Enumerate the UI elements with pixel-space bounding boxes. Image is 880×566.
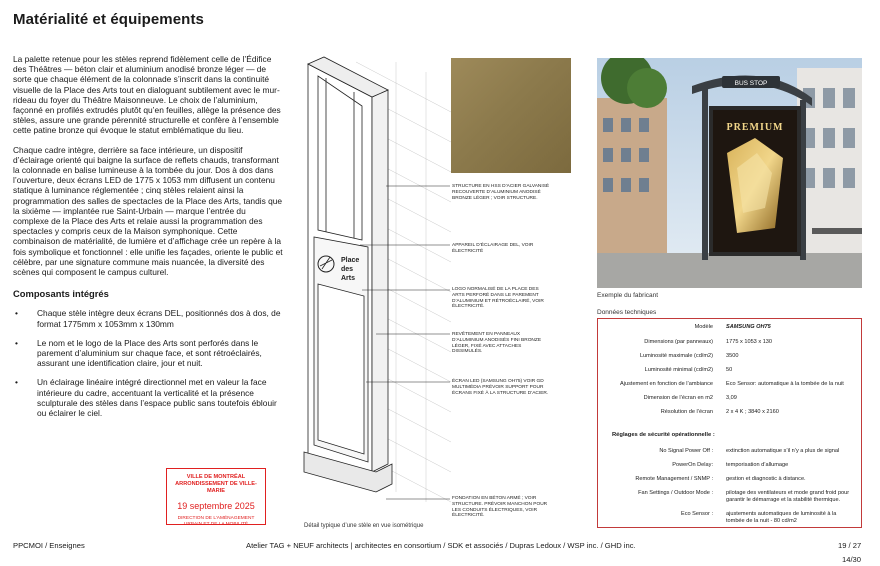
spec-key: Fan Settings / Outdoor Mode : [638,490,713,496]
spec-value: pilotage des ventilateurs et mode grand froid pour garantir le démarrage et la stabilité thermique. [726,490,850,503]
manufacturer-photo [597,58,862,288]
spec-key: Ajustement en fonction de l’ambiance [620,381,713,387]
bullet-text: Le nom et le logo de la Place des Arts sont perforés dans le parement d’aluminium sur chaque face, et sont rétroéclairés, assurant une identification claire, jour et nuit. [37,337,262,369]
stamp-line-4: DIRECTION DE L’AMÉNAGEMENT [177,516,255,521]
list-item [13,377,283,418]
bronze-material-sample [451,58,571,173]
annotation-foundation: FONDATION EN BÉTON ARMÉ ; VOIR STRUCTURE. PRÉVOIR MANCHON POUR LES CONDUITS ÉLECTRIQUES, VOIR ÉLECTRICITÉ. [452,496,548,519]
spec-value: gestion et diagnostic à distance. [726,476,806,482]
spec-key: Luminosité maximale (cd/m2) [639,353,713,359]
footer-page-number: 19 / 27 [838,541,862,550]
list-item [13,308,283,328]
spec-value: 3,09 [726,395,737,401]
spec-key: Résolution de l’écran [660,409,713,415]
list-item [13,338,283,369]
footer-project: PPCMOI / Enseignes [13,541,85,550]
logo-text-line-3: Arts [341,275,356,282]
spec-key: Modèle [694,324,713,330]
spec-value: temporisation d’allumage [726,462,789,468]
bullet-marker: • [15,308,18,319]
spec-key: Dimensions (par panneaux) [644,339,713,345]
photo-caption: Exemple du fabricant [597,292,659,299]
components-list [13,308,283,418]
spec-value: ajustements automatiques de luminosité à la tombée de la nuit - 80 cd/m2 [726,511,837,524]
footer-credits: Atelier TAG + NEUF architects | architectes en consortium / SDK et associés / Dupras Ledoux / WSP inc. / GHD inc. [246,541,636,550]
spec-key: Remote Management / SNMP : [635,476,713,482]
technical-spec-box [597,318,862,528]
annotation-screen: ÉCRAN LED (SAMSUNG OH75) VOIR GD MULTIMÉDIA PRÉVOIR SUPPORT POUR ÉCRANS FIXÉ À LA STRUCTURE D’ACIER. [452,379,549,396]
drawing-caption: Détail typique d’une stèle en vue isométrique [304,523,424,529]
annotation-structure: STRUCTURE EN HSS D’ACIER GALVANISÉ RECOUVERTE D’ALUMINIUM ANODISÉ BRONZE LÉGER ; VOIR STRUCTURE. [452,184,550,201]
body-paragraph-2: Chaque cadre intègre, derrière sa face intérieure, un dispositif d’éclairage orienté qui baigne la surface de reflets chauds, transformant la colonnade en balise lumineuse à la tombée du jour. Dos à dos dans l’ouverture, deux écrans LED de 1775 x 1053 mm diffusent un contenu statique à luminance réglementée ; cinq stèles relaient ainsi la programmation des salles de spectacles de la Place des Arts, tandis que la sixième — implantée rue Saint-Urbain — marque l’entrée du complexe de la Place des Arts et relaie aussi la programmation des spectacles y compris ceux de la Maison symphonique. Cette combinaison de matérialité, de lumière et d’affichage crée un repère à la fois symbolique et fonctionnel : elle unifie les façades, oriente le public et célèbre, par une signature commune mais nuancée, la diversité des scènes qui composent le campus culturel. [13,144,283,278]
components-heading: Composants intégrés [13,288,109,300]
spec-value: 50 [726,367,733,373]
spec-value: 3500 [726,353,739,359]
body-paragraph-1: La palette retenue pour les stèles reprend fidèlement celle de l’Édifice des Théâtres — béton clair et aluminium anodisé bronze léger — de sorte que chaque élément de la colonnade s’inscrit dans la continuité visuelle de la Place des Arts tout en dialoguant subtilement avec le mur-rideau du foyer du Théâtre Maisonneuve. Le choix de l’aluminium, façonné en profilés extrudés plutôt qu’en feuilles, allège la présence des stèles, assure une grande pérennité structurelle et confère à l’ensemble cette patine bronze qui évoque le statut emblématique du lieu. [13,54,281,136]
security-heading: Réglages de sécurité opérationnelle : [612,432,715,438]
stamp-line-5: URBAIN ET DE LA MOBILITÉ [183,521,249,527]
tech-data-caption: Données techniques [597,309,657,316]
screen-headline: PREMIUM [726,122,784,133]
spec-value: Eco Sensor: automatique à la tombée de la nuit [726,381,844,387]
spec-value: 1775 x 1053 x 130 [726,339,773,345]
footer-total-pages: 14/30 [842,555,862,564]
logo-text-line-1: Place [341,257,360,264]
body-text-column [13,54,283,427]
stamp-date: 19 septembre 2025 [177,501,255,511]
spec-key: Eco Sensor : [680,511,713,517]
spec-key: Luminosité minimal (cd/m2) [644,367,713,373]
annotation-lighting: APPAREIL D’ÉCLAIRAGE DEL, VOIR ÉLECTRICITÉ [452,243,534,254]
logo-text-line-2: des [341,266,354,273]
stele-isometric-drawing [296,52,451,522]
stamp-line-1: VILLE DE MONTRÉAL [186,474,246,480]
spec-key: PowerOn Delay: [672,462,713,468]
spec-value: extinction automatique s’il n’y a plus de signal [726,448,840,454]
bullet-text: Chaque stèle intègre deux écrans DEL, positionnés dos à dos, de format 1775mm x 1053mm x 130mm [37,308,281,329]
page-title: Matérialité et équipements [13,11,204,28]
bullet-text: Un éclairage linéaire intégré directionnel met en valeur la face intérieure du cadre, accentuant la verticalité et la présence sculpturale des stèles dans l’espace public sans toutefois éblouir ou éclairer le ciel. [37,377,277,419]
bullet-marker: • [15,377,18,388]
approval-stamp [166,468,266,525]
spec-key: Dimension de l’écran en m2 [643,395,713,401]
stamp-line-2: ARRONDISSEMENT DE VILLE-MARIE [175,481,257,494]
annotation-logo: LOGO NORMALISÉ DE LA PLACE DES ARTS PERFORÉ DANS LE PAREMENT D’ALUMINIUM ET RÉTROÉCLAIRÉ, VOIR ÉLECTRICITÉ. [452,287,544,310]
spec-value: 2 x 4 K ; 3840 x 2160 [726,409,779,415]
annotation-cladding: REVÊTEMENT EN PANNEAUX D’ALUMINIUM ANODISÉS FINI BRONZE LÉGER, FIXÉ AVEC ATTACHES DISSIMULÉS. [452,332,542,355]
bus-stop-sign: BUS STOP [734,80,768,87]
spec-value: SAMSUNG OH75 [726,324,771,330]
spec-key: No Signal Power Off : [659,448,713,454]
bullet-marker: • [15,337,18,348]
